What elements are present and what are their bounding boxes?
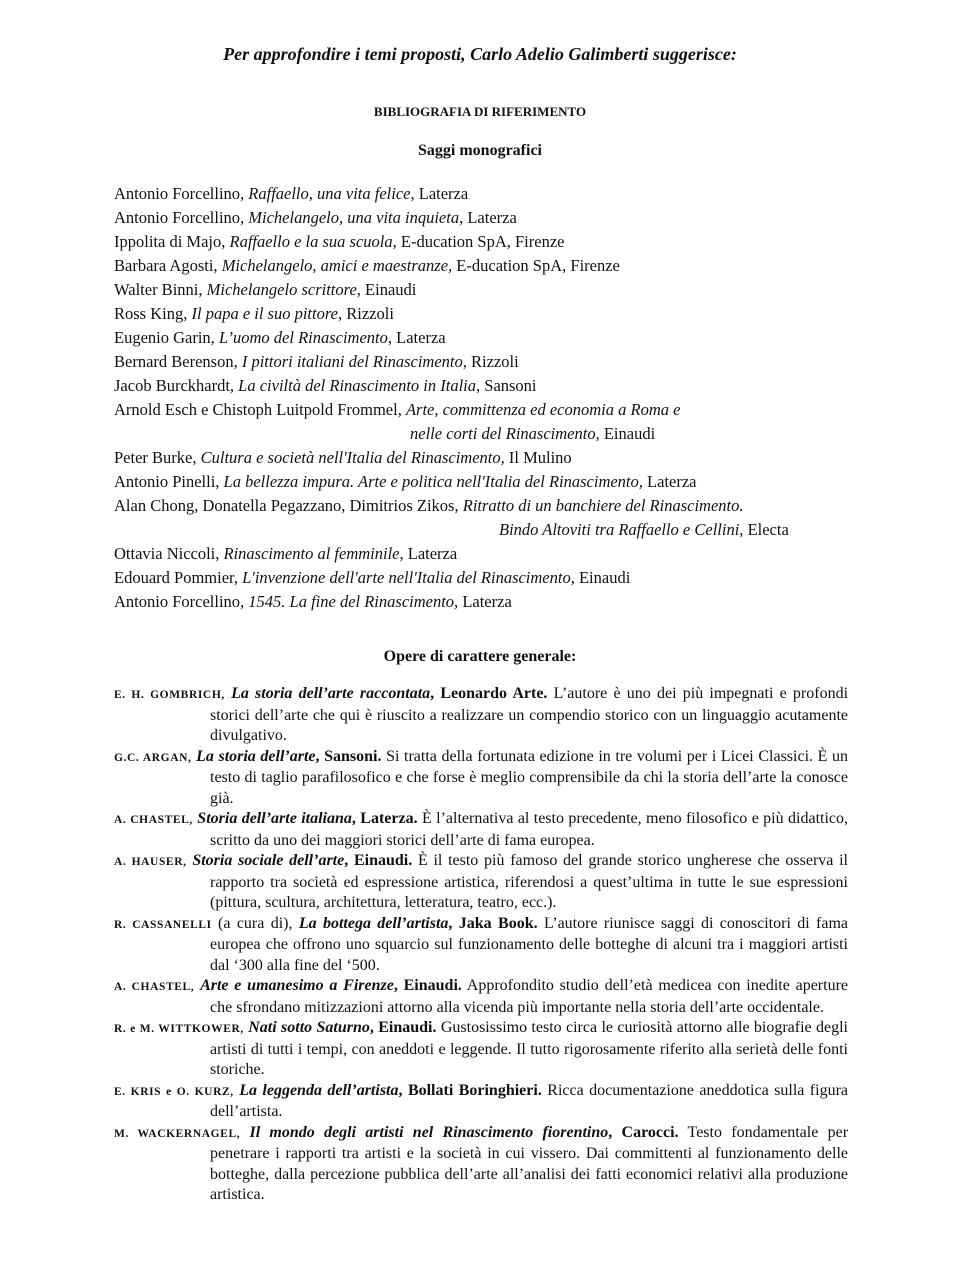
entry-author: E. H. GOMBRICH, [114, 689, 225, 701]
entry-publisher: , Rizzoli [338, 304, 394, 323]
entry-title: Storia dell’arte italiana [197, 810, 352, 827]
entry-title: L'invenzione dell'arte nell'Italia del Rinascimento [242, 568, 571, 587]
monograph-entry [114, 182, 874, 206]
monographs-title: Saggi monografici [418, 142, 542, 159]
entry-publisher: , Bollati Boringhieri. [398, 1081, 542, 1099]
entry-publisher: , Laterza [399, 544, 458, 563]
entry-title: Arte, committenza ed economia a Roma e [405, 400, 681, 419]
entry-title: Cultura e società nell'Italia del Rinascimento, [200, 448, 505, 467]
entry-author: Jacob Burckhardt, [114, 376, 239, 395]
entry-author: Antonio Forcellino, [114, 592, 249, 611]
monograph-entry [114, 446, 874, 470]
entry-author: Peter Burke, [114, 448, 201, 467]
entry-title: Ritratto di un banchiere del Rinascimento. [462, 496, 744, 515]
entry-publisher: , Laterza. [351, 810, 418, 827]
entry-title: Storia sociale dell’arte [192, 852, 345, 869]
entry-title: I pittori italiani del Rinascimento [241, 352, 463, 371]
entry-author: R. e M. WITTKOWER, [114, 1023, 244, 1035]
entry-author: M. WACKERNAGEL, [114, 1127, 241, 1140]
entry-continuation [114, 422, 874, 446]
entry-publisher: , Rizzoli [462, 352, 519, 371]
entry-description: È l’alternativa al testo precedente, meno filosofico e più didattico, scritto da uno dei maggiori storici dell’arte di fama europea. [210, 810, 849, 849]
entry-title-continued: nelle corti del Rinascimento, [410, 424, 600, 443]
entry-description: Ricca documentazione aneddotica sulla figura dell’artista. [210, 1081, 848, 1120]
entry-description: È il testo più famoso del grande storico ungherese che osserva il rapporto tra società ed espressione artistica, riferendosi a quest’ultima in tutte le sue espressioni (pittura, scultura, architettura, letteratura, teatro, ecc.). [210, 852, 849, 911]
general-work-entry [114, 809, 848, 851]
page-heading: Per approfondire i temi proposti, Carlo Adelio Galimberti suggerisce: [223, 44, 737, 64]
entry-author: E. KRIS e O. KURZ, [114, 1085, 234, 1098]
entry-publisher: , Sansoni. [315, 747, 382, 765]
entry-author: G.C. ARGAN, [114, 751, 192, 764]
entry-publisher: , Einaudi [356, 280, 417, 299]
entry-author: A. CHASTEL, [114, 981, 195, 993]
monograph-entry [114, 326, 874, 350]
entry-title: L’uomo del Rinascimento [218, 328, 388, 347]
entry-publisher: , Sansoni [476, 376, 537, 395]
entry-title: Il papa e il suo pittore [191, 304, 338, 323]
entry-publisher: , E-ducation SpA, Firenze [392, 232, 565, 251]
monograph-entry [114, 254, 874, 278]
monograph-entry [114, 278, 874, 302]
entry-description: Testo fondamentale per penetrare i rapporti tra artisti e la società in cui vissero. Dai committenti al funzionamento delle botteghe, dalla percezione pubblica dell’arte all’analisi dei fatti economici relativi alla produzione artistica. [210, 1123, 849, 1203]
general-work-entry [114, 1018, 848, 1081]
monograph-entry [114, 374, 874, 398]
entry-description: L’autore è uno dei più impegnati e profondi storici dell’arte che qui è riuscito a realizzare un compendio storico con un linguaggio acutamente divulgativo. [210, 685, 849, 744]
entry-title: Nati sotto Saturno [248, 1019, 370, 1036]
entry-author: Arnold Esch e Chistoph Luitpold Frommel, [114, 400, 406, 419]
entry-publisher: Einaudi [599, 424, 656, 443]
entry-title-continued: Bindo Altoviti tra Raffaello e Cellini, [499, 520, 744, 539]
monograph-entry [114, 302, 874, 326]
entry-author: Ippolita di Majo, [114, 232, 230, 251]
entry-author: Antonio Pinelli, [114, 472, 224, 491]
entry-author: Antonio Forcellino, [114, 208, 249, 227]
monograph-entry [114, 542, 874, 566]
entry-continuation [114, 518, 874, 542]
entry-author: Antonio Forcellino, [114, 184, 249, 203]
entry-title: Il mondo degli artisti nel Rinascimento fiorentino [249, 1123, 609, 1141]
entry-title: La bellezza impura. Arte e politica nell'Italia del Rinascimento, [223, 472, 643, 491]
entry-title: Michelangelo, amici e maestranze, [221, 256, 453, 275]
entry-title: La leggenda dell’artista [239, 1081, 399, 1099]
entry-title: Arte e umanesimo a Firenze [200, 977, 394, 994]
entry-author: A. HAUSER, [114, 856, 187, 868]
entry-publisher: Laterza [458, 592, 512, 611]
entry-publisher: , Laterza [459, 208, 517, 227]
entry-author: Walter Binni, [114, 280, 207, 299]
entry-author: A. CHASTEL, [114, 814, 193, 826]
entry-description: Gustosissimo testo circa le curiosità attorno alle biografie degli artisti di tutti i tempi, con aneddoti e leggende. Il tutto rigorosamente riferito alla serietà delle fonti storiche. [210, 1019, 849, 1078]
entry-publisher: , Einaudi [570, 568, 631, 587]
entry-author: Ross King, [114, 304, 192, 323]
entry-title: Raffaello, una vita felice [248, 184, 411, 203]
entry-editor-note: (a cura di), [211, 914, 293, 932]
monograph-entry [114, 494, 874, 542]
entry-description: Approfondito studio dell’età medicea con inedite aperture che sfrondano mitizzazioni attorno alla vicenda più importante nella storia dell’arte occidentale. [210, 977, 849, 1016]
monograph-entry [114, 350, 874, 374]
entry-title: Michelangelo scrittore [206, 280, 357, 299]
entry-publisher: Laterza [642, 472, 697, 491]
entry-publisher: , Einaudi. [393, 977, 462, 994]
entry-publisher: , Laterza [410, 184, 469, 203]
entry-author: Eugenio Garin, [114, 328, 219, 347]
entry-title: La storia dell’arte raccontata [231, 685, 431, 702]
entry-author: Bernard Berenson, [114, 352, 242, 371]
entry-publisher: , Leonardo Arte. [430, 685, 548, 702]
monograph-entry [114, 566, 874, 590]
entry-description: Si tratta della fortunata edizione in tre volumi per i Licei Classici. È un testo di taglio parafilosofico e che forse è meglio comprensibile da chi la storia dell’arte la conosce già. [210, 747, 848, 807]
entry-publisher: , Einaudi. [344, 852, 413, 869]
monograph-entry [114, 470, 874, 494]
entry-title: Rinascimento al femminile [223, 544, 400, 563]
entry-title: La storia dell’arte [196, 747, 316, 765]
general-works-title: Opere di carattere generale: [383, 648, 577, 665]
entry-author: Alan Chong, Donatella Pegazzano, Dimitrios Zikos, [114, 496, 463, 515]
monograph-entry [114, 398, 874, 446]
monograph-entry [114, 230, 874, 254]
general-work-entry [114, 851, 848, 914]
entry-title: La bottega dell’artista [298, 914, 449, 932]
general-work-entry [114, 1081, 848, 1123]
entry-title: La civiltà del Rinascimento in Italia [238, 376, 477, 395]
entry-title: Michelangelo, una vita inquieta [248, 208, 460, 227]
entry-title: Raffaello e la sua scuola [229, 232, 393, 251]
entry-author: Edouard Pommier, [114, 568, 243, 587]
entry-publisher: Il Mulino [504, 448, 572, 467]
bibliography-title: BIBLIOGRAFIA DI RIFERIMENTO [373, 104, 587, 119]
general-work-entry [114, 1123, 848, 1206]
general-work-entry [114, 684, 848, 747]
entry-publisher: , Einaudi. [369, 1019, 437, 1036]
general-work-entry [114, 914, 848, 977]
monographs-list [114, 182, 874, 614]
entry-publisher: E-ducation SpA, Firenze [452, 256, 620, 275]
entry-author: Ottavia Niccoli, [114, 544, 224, 563]
monograph-entry [114, 590, 874, 614]
entry-title: 1545. La fine del Rinascimento, [248, 592, 459, 611]
monograph-entry [114, 206, 874, 230]
entry-description: L’autore riunisce saggi di conoscitori di fama europea che offrono uno squarcio sul funzionamento delle botteghe di alcuni tra i maggiori artisti dal ‘300 alla fine del ‘500. [210, 914, 849, 974]
general-work-entry [114, 747, 848, 810]
entry-author: R. CASSANELLI [114, 918, 212, 931]
entry-publisher: , Carocci. [608, 1123, 679, 1141]
entry-publisher: , Laterza [387, 328, 446, 347]
general-works-list [114, 684, 848, 1206]
entry-publisher: Electa [743, 520, 789, 539]
entry-author: Barbara Agosti, [114, 256, 222, 275]
general-work-entry [114, 976, 848, 1018]
entry-publisher: , Jaka Book. [448, 914, 538, 932]
